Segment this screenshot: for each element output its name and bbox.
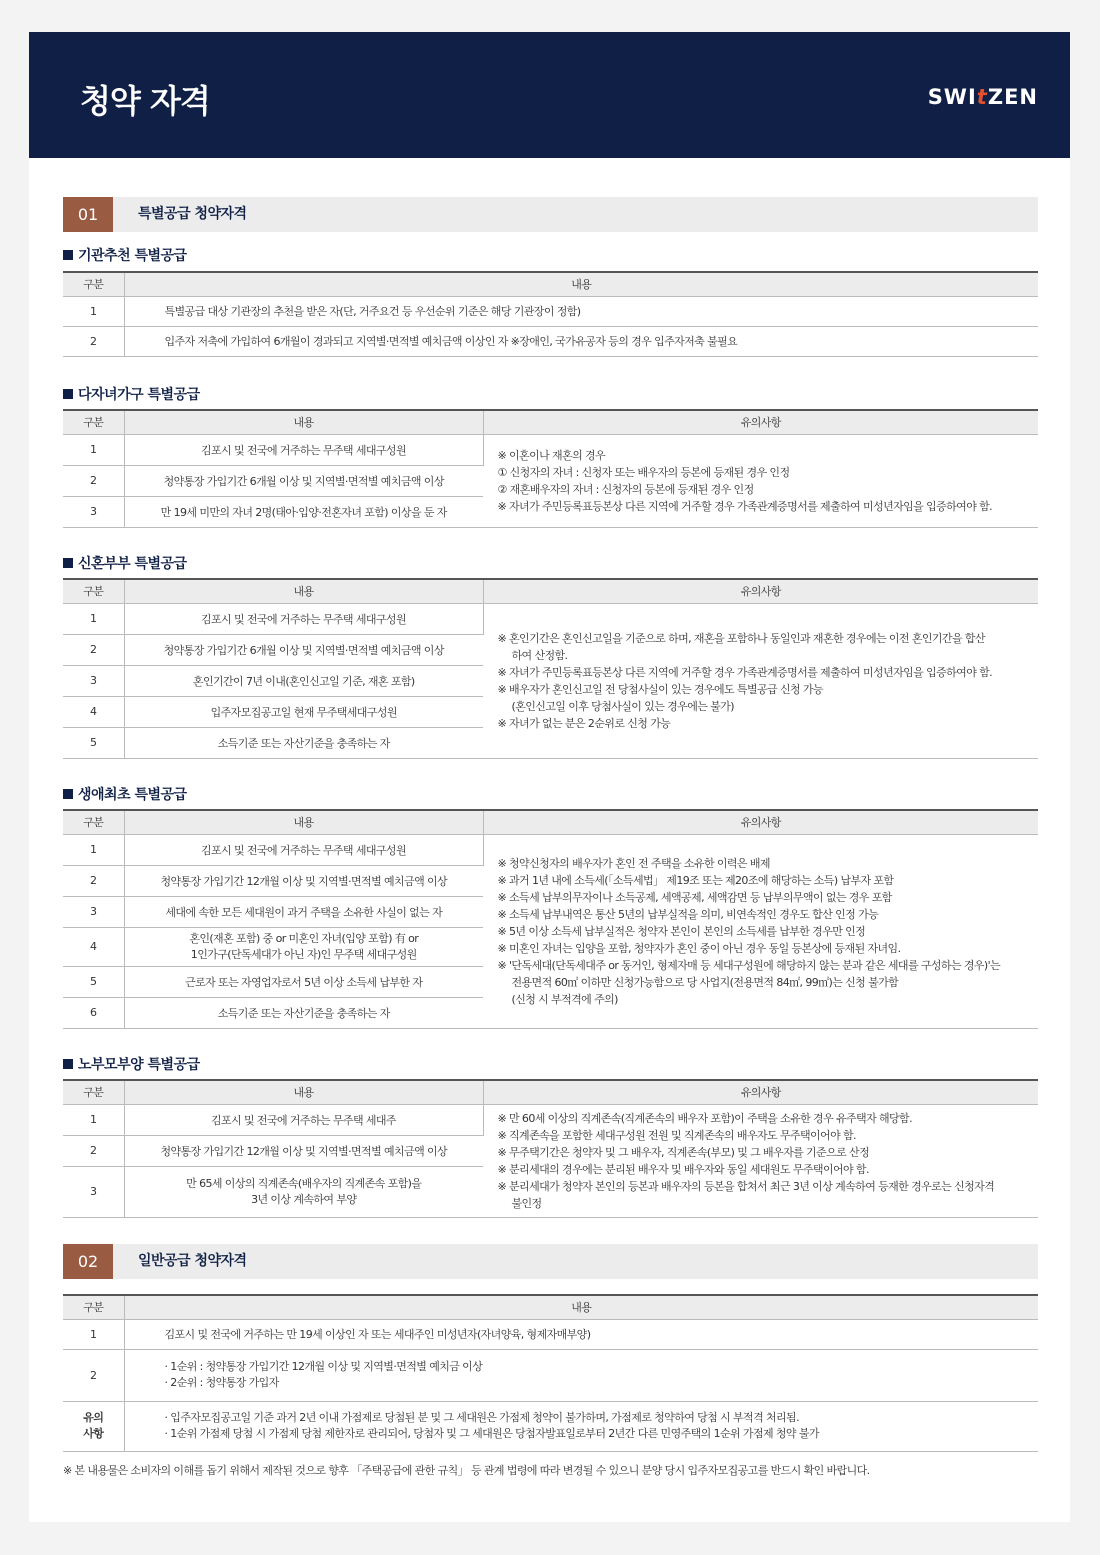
- table-firstlife: 구분 내용 유의사항 1 김포시 및 전국에 거주하는 무주택 세대구성원 ※ 청약신청자의 배우자가 혼인 전 주택을 소유한 이력은 배제 ※ 과거 1년 내에 소득세(「소득세법」 제19조 또는 제20조에 해당하는 소득) 납부자 포함 ※ 소득세 납부의무자이나 소득공제, 세액공제, 세액감면 등 납부의무액이 없는 경우 포함 ※ 소득세 납부내역은 통산 5년의 납부실적을 의미, 비연속적인 경우도 합산 인정 가능 ※ 5년 이상 소득세 납부실적은 청약자 본인이 본인의 소득세를 납부한 경우만 인정 ※ 미혼인 자녀는 입양을 포함, 청약자가 혼인 중이 아닌 경우 동일 등본상에 등재된 자녀임. ※ '단독세대(단독세대주 or 동거인, 형제자매 등 세대구성원에 해당하지 않는 분과 같은 세대를 구성하는 경우)'는 전용면적 60㎡ 이하만 신청가능함으로 당 사업지(전용면적 84㎡, 99㎡)는 신청 불가함 (신청 시 부적격에 주의) 2 청약통장 가입기간 12개월 이상 및 지역별·면적별 예치금액 이상 3 세대에 속한 모든 세대원이 과거 주택을 소유한 사실이 없는 자 4 혼인(재혼 포함) 중 or 미혼인 자녀(입양 포함) 有 or 1인가구(단독세대가 아닌 자)인 무주택 세대구성원 5 근로자 또는 자영업자로서 5년 이상 소득세 납부한 자 6 소득기준 또는 자산기준을 충족하는 자: [63, 809, 1038, 1029]
- table-row: 1 김포시 및 전국에 거주하는 만 19세 이상인 자 또는 세대주인 미성년자(자녀양육, 형제자매부양): [63, 1319, 1038, 1349]
- section-number: 01: [63, 197, 113, 232]
- table-row: 1 김포시 및 전국에 거주하는 무주택 세대주 ※ 만 60세 이상의 직계존속(직계존속의 배우자 포함)이 주택을 소유한 경우 유주택자 해당함. ※ 직계존속을 포함한 세대구성원 전원 및 직계존속의 배우자도 무주택이어야 함. ※ 무주택기간은 청약자 및 그 배우자, 직계존속(부모) 및 그 배우자를 기준으로 산정 ※ 분리세대의 경우에는 분리된 배우자 및 배우자와 동일 세대원도 무주택이어야 함. ※ 분리세대가 청약자 본인의 등본과 배우자의 등본을 합쳐서 최근 3년 이상 계속하여 등재한 경우로는 신청자격 불인정: [63, 1104, 1038, 1135]
- table-row: 4 입주자모집공고일 현재 무주택세대구성원: [63, 696, 1038, 727]
- table-general: 구분 내용 1 김포시 및 전국에 거주하는 만 19세 이상인 자 또는 세대주인 미성년자(자녀양육, 형제자매부양) 2 · 1순위 : 청약통장 가입기간 12개월 이상 및 지역별·면적별 예치금 이상 · 2순위 : 청약통장 가입자 유의 사항 · 입주자모집공고일 기준 과거 2년 이내 가점제로 당첨된 분 및 그 세대원은 가점제 청약이 불가하며, 가점제로 청약하여 당첨 시 부적격 처리됨. · 1순위 가점제 당첨 시 가점제 당첨 제한자로 관리되어, 당첨자 및 그 세대원은 당첨자발표일로부터 2년간 다른 민영주택의 1순위 가점제 청약 불가: [63, 1294, 1038, 1452]
- table-row: 5 근로자 또는 자영업자로서 5년 이상 소득세 납부한 자: [63, 966, 1038, 997]
- page-header: [29, 32, 1070, 158]
- subtitle-multichild: 다자녀가구 특별공급: [63, 384, 200, 404]
- table-row: 1 특별공급 대상 기관장의 추천을 받은 자(단, 거주요건 등 우선순위 기준은 해당 기관장이 정함): [63, 296, 1038, 326]
- table-row: 5 소득기준 또는 자산기준을 충족하는 자: [63, 727, 1038, 758]
- table-row: 1 김포시 및 전국에 거주하는 무주택 세대구성원 ※ 이혼이나 재혼의 경우 ① 신청자의 자녀 : 신청자 또는 배우자의 등본에 등재된 경우 인정 ② 재혼배우자의 자녀 : 신청자의 등본에 등재된 경우 인정 ※ 자녀가 주민등록표등본상 다른 지역에 거주할 경우 가족관계증명서를 제출하여 미성년자임을 입증하여야 함.: [63, 434, 1038, 465]
- table-row: 2 · 1순위 : 청약통장 가입기간 12개월 이상 및 지역별·면적별 예치금 이상 · 2순위 : 청약통장 가입자: [63, 1349, 1038, 1401]
- square-bullet-icon: [63, 389, 73, 399]
- page-title: 청약 자격: [80, 82, 210, 120]
- table-row: 2 청약통장 가입기간 6개월 이상 및 지역별·면적별 예치금액 이상: [63, 465, 1038, 496]
- table-row: 3 만 19세 미만의 자녀 2명(태아·입양·전혼자녀 포함) 이상을 둔 자: [63, 496, 1038, 527]
- table-row: 유의 사항 · 입주자모집공고일 기준 과거 2년 이내 가점제로 당첨된 분 및 그 세대원은 가점제 청약이 불가하며, 가점제로 청약하여 당첨 시 부적격 처리됨. · 1순위 가점제 당첨 시 가점제 당첨 제한자로 관리되어, 당첨자 및 그 세대원은 당첨자발표일로부터 2년간 다른 민영주택의 1순위 가점제 청약 불가: [63, 1401, 1038, 1451]
- subtitle-institution: 기관추천 특별공급: [63, 245, 187, 265]
- table-row: 3 혼인기간이 7년 이내(혼인신고일 기준, 재혼 포함): [63, 665, 1038, 696]
- table-elderparent: 구분 내용 유의사항 1 김포시 및 전국에 거주하는 무주택 세대주 ※ 만 60세 이상의 직계존속(직계존속의 배우자 포함)이 주택을 소유한 경우 유주택자 해당함. ※ 직계존속을 포함한 세대구성원 전원 및 직계존속의 배우자도 무주택이어야 함. ※ 무주택기간은 청약자 및 그 배우자, 직계존속(부모) 및 그 배우자를 기준으로 산정 ※ 분리세대의 경우에는 분리된 배우자 및 배우자와 동일 세대원도 무주택이어야 함. ※ 분리세대가 청약자 본인의 등본과 배우자의 등본을 합쳐서 최근 3년 이상 계속하여 등재한 경우로는 신청자격 불인정 2 청약통장 가입기간 12개월 이상 및 지역별·면적별 예치금액 이상 3 만 65세 이상의 직계존속(배우자의 직계존속 포함)을 3년 이상 계속하여 부양: [63, 1079, 1038, 1218]
- footnote: ※ 본 내용물은 소비자의 이해를 돕기 위해서 제작된 것으로 향후 「주택공급에 관한 규칙」 등 관계 법령에 따라 변경될 수 있으니 분양 당시 입주자모집공고를 반드시 확인 바랍니다.: [63, 1464, 870, 1477]
- col-content: 내용: [124, 272, 1038, 296]
- square-bullet-icon: [63, 250, 73, 260]
- table-row: 1 김포시 및 전국에 거주하는 무주택 세대구성원 ※ 청약신청자의 배우자가 혼인 전 주택을 소유한 이력은 배제 ※ 과거 1년 내에 소득세(「소득세법」 제19조 또는 제20조에 해당하는 소득) 납부자 포함 ※ 소득세 납부의무자이나 소득공제, 세액공제, 세액감면 등 납부의무액이 없는 경우 포함 ※ 소득세 납부내역은 통산 5년의 납부실적을 의미, 비연속적인 경우도 합산 인정 가능 ※ 5년 이상 소득세 납부실적은 청약자 본인이 본인의 소득세를 납부한 경우만 인정 ※ 미혼인 자녀는 입양을 포함, 청약자가 혼인 중이 아닌 경우 동일 등본상에 등재된 자녀임. ※ '단독세대(단독세대주 or 동거인, 형제자매 등 세대구성원에 해당하지 않는 분과 같은 세대를 구성하는 경우)'는 전용면적 60㎡ 이하만 신청가능함으로 당 사업지(전용면적 84㎡, 99㎡)는 신청 불가함 (신청 시 부적격에 주의): [63, 834, 1038, 865]
- table-row: 3 세대에 속한 모든 세대원이 과거 주택을 소유한 사실이 없는 자: [63, 896, 1038, 927]
- section-label: 일반공급 청약자격: [138, 1253, 247, 1269]
- page: [29, 32, 1070, 1522]
- table-row: 1 김포시 및 전국에 거주하는 무주택 세대구성원 ※ 혼인기간은 혼인신고일을 기준으로 하며, 재혼을 포함하나 동일인과 재혼한 경우에는 이전 혼인기간을 합산 하여 산정함. ※ 자녀가 주민등록표등본상 다른 지역에 거주할 경우 가족관계증명서를 제출하여 미성년자임을 입증하여야 함. ※ 배우자가 혼인신고일 전 당첨사실이 있는 경우에도 특별공급 신청 가능 (혼인신고일 이후 당첨사실이 있는 경우에는 불가) ※ 자녀가 없는 분은 2순위로 신청 가능: [63, 603, 1038, 634]
- table-newlywed: 구분 내용 유의사항 1 김포시 및 전국에 거주하는 무주택 세대구성원 ※ 혼인기간은 혼인신고일을 기준으로 하며, 재혼을 포함하나 동일인과 재혼한 경우에는 이전 혼인기간을 합산 하여 산정함. ※ 자녀가 주민등록표등본상 다른 지역에 거주할 경우 가족관계증명서를 제출하여 미성년자임을 입증하여야 함. ※ 배우자가 혼인신고일 전 당첨사실이 있는 경우에도 특별공급 신청 가능 (혼인신고일 이후 당첨사실이 있는 경우에는 불가) ※ 자녀가 없는 분은 2순위로 신청 가능 2 청약통장 가입기간 6개월 이상 및 지역별·면적별 예치금액 이상 3 혼인기간이 7년 이내(혼인신고일 기준, 재혼 포함) 4 입주자모집공고일 현재 무주택세대구성원 5 소득기준 또는 자산기준을 충족하는 자: [63, 578, 1038, 759]
- subtitle-elderparent: 노부모부양 특별공급: [63, 1054, 200, 1074]
- square-bullet-icon: [63, 789, 73, 799]
- note-cell: ※ 이혼이나 재혼의 경우 ① 신청자의 자녀 : 신청자 또는 배우자의 등본에 등재된 경우 인정 ② 재혼배우자의 자녀 : 신청자의 등본에 등재된 경우 인정 ※ 자녀가 주민등록표등본상 다른 지역에 거주할 경우 가족관계증명서를 제출하여 미성년자임을 입증하여야 함.: [483, 434, 1038, 527]
- table-multichild: 구분 내용 유의사항 1 김포시 및 전국에 거주하는 무주택 세대구성원 ※ 이혼이나 재혼의 경우 ① 신청자의 자녀 : 신청자 또는 배우자의 등본에 등재된 경우 인정 ② 재혼배우자의 자녀 : 신청자의 등본에 등재된 경우 인정 ※ 자녀가 주민등록표등본상 다른 지역에 거주할 경우 가족관계증명서를 제출하여 미성년자임을 입증하여야 함. 2 청약통장 가입기간 6개월 이상 및 지역별·면적별 예치금액 이상 3 만 19세 미만의 자녀 2명(태아·입양·전혼자녀 포함) 이상을 둔 자: [63, 409, 1038, 528]
- note-cell: ※ 만 60세 이상의 직계존속(직계존속의 배우자 포함)이 주택을 소유한 경우 유주택자 해당함. ※ 직계존속을 포함한 세대구성원 전원 및 직계존속의 배우자도 무주택이어야 함. ※ 무주택기간은 청약자 및 그 배우자, 직계존속(부모) 및 그 배우자를 기준으로 산정 ※ 분리세대의 경우에는 분리된 배우자 및 배우자와 동일 세대원도 무주택이어야 함. ※ 분리세대가 청약자 본인의 등본과 배우자의 등본을 합쳐서 최근 3년 이상 계속하여 등재한 경우로는 신청자격 불인정: [483, 1104, 1038, 1217]
- subtitle-newlywed: 신혼부부 특별공급: [63, 553, 187, 573]
- section-bar-01: [63, 197, 1038, 232]
- section-label: 특별공급 청약자격: [138, 206, 247, 222]
- table-row: 6 소득기준 또는 자산기준을 충족하는 자: [63, 997, 1038, 1028]
- table-row: 2 청약통장 가입기간 12개월 이상 및 지역별·면적별 예치금액 이상: [63, 1135, 1038, 1166]
- table-row: 2 청약통장 가입기간 12개월 이상 및 지역별·면적별 예치금액 이상: [63, 865, 1038, 896]
- note-cell: ※ 청약신청자의 배우자가 혼인 전 주택을 소유한 이력은 배제 ※ 과거 1년 내에 소득세(「소득세법」 제19조 또는 제20조에 해당하는 소득) 납부자 포함 ※ 소득세 납부의무자이나 소득공제, 세액공제, 세액감면 등 납부의무액이 없는 경우 포함 ※ 소득세 납부내역은 통산 5년의 납부실적을 의미, 비연속적인 경우도 합산 인정 가능 ※ 5년 이상 소득세 납부실적은 청약자 본인이 본인의 소득세를 납부한 경우만 인정 ※ 미혼인 자녀는 입양을 포함, 청약자가 혼인 중이 아닌 경우 동일 등본상에 등재된 자녀임. ※ '단독세대(단독세대주 or 동거인, 형제자매 등 세대구성원에 해당하지 않는 분과 같은 세대를 구성하는 경우)'는 전용면적 60㎡ 이하만 신청가능함으로 당 사업지(전용면적 84㎡, 99㎡)는 신청 불가함 (신청 시 부적격에 주의): [483, 834, 1038, 1028]
- section-number: 02: [63, 1244, 113, 1279]
- square-bullet-icon: [63, 1059, 73, 1069]
- table-row: 3 만 65세 이상의 직계존속(배우자의 직계존속 포함)을 3년 이상 계속하여 부양: [63, 1166, 1038, 1217]
- table-row: 4 혼인(재혼 포함) 중 or 미혼인 자녀(입양 포함) 有 or 1인가구(단독세대가 아닌 자)인 무주택 세대구성원: [63, 927, 1038, 966]
- table-row: 2 입주자 저축에 가입하여 6개월이 경과되고 지역별·면적별 예치금액 이상인 자 ※장애인, 국가유공자 등의 경우 입주자저축 불필요: [63, 326, 1038, 356]
- square-bullet-icon: [63, 558, 73, 568]
- section-bar-02: [63, 1244, 1038, 1279]
- note-cell: ※ 혼인기간은 혼인신고일을 기준으로 하며, 재혼을 포함하나 동일인과 재혼한 경우에는 이전 혼인기간을 합산 하여 산정함. ※ 자녀가 주민등록표등본상 다른 지역에 거주할 경우 가족관계증명서를 제출하여 미성년자임을 입증하여야 함. ※ 배우자가 혼인신고일 전 당첨사실이 있는 경우에도 특별공급 신청 가능 (혼인신고일 이후 당첨사실이 있는 경우에는 불가) ※ 자녀가 없는 분은 2순위로 신청 가능: [483, 603, 1038, 758]
- col-gubun: 구분: [63, 272, 124, 296]
- subtitle-firstlife: 생애최초 특별공급: [63, 784, 187, 804]
- table-institution: [63, 271, 1038, 357]
- table-row: 2 청약통장 가입기간 6개월 이상 및 지역별·면적별 예치금액 이상: [63, 634, 1038, 665]
- brand-logo: SWItZEN: [927, 85, 1038, 109]
